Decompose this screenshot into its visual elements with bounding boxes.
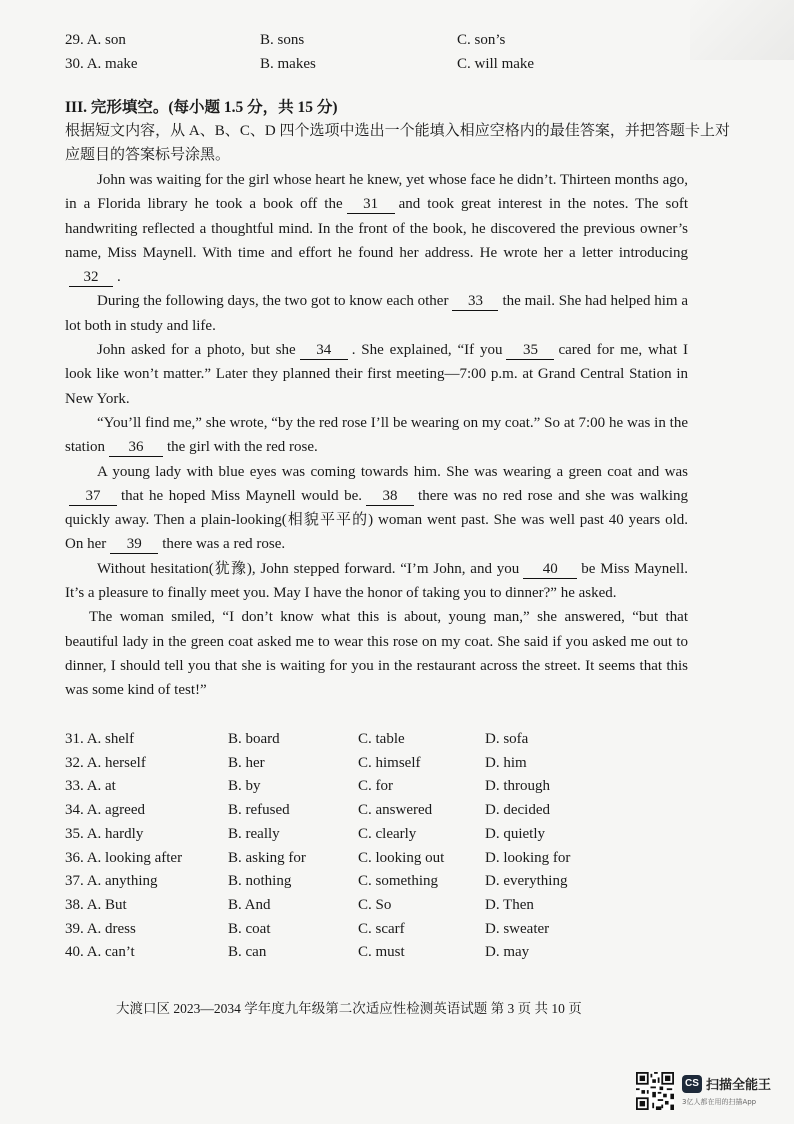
option-b: B. board xyxy=(228,731,280,747)
option-d: D. through xyxy=(485,778,550,795)
option-b: B. asking for xyxy=(228,849,306,866)
question-number: 35. xyxy=(65,825,84,842)
option-c: C. for xyxy=(358,778,393,795)
question-29 xyxy=(65,32,665,52)
option-a-text: A. agreed xyxy=(86,802,145,819)
question-number: 36. xyxy=(65,849,84,866)
option-a-text: A. looking after xyxy=(86,849,183,866)
question-32 xyxy=(65,755,705,775)
option-d: D. everything xyxy=(485,873,568,890)
question-number: 29. xyxy=(65,32,84,48)
option-a xyxy=(65,897,127,914)
section-heading: III. 完形填空。(每小题 1.5 分，共 15 分) xyxy=(65,99,338,116)
paragraph-6: Without hesitation(犹豫), John stepped forward. “I’m John, and you 40 be Miss Maynell. It’s a pleasure to finally meet you. May I have the honor of taking you to dinner?” he asked. xyxy=(65,560,688,602)
option-b: B. can xyxy=(228,944,267,961)
question-37 xyxy=(65,873,705,893)
paragraph-7: The woman smiled, “I don’t know what this is about, young man,” she answered, “but that beautiful lady in the green coat asked me to wear this rose on my coat. She said if you asked me out to dinner, I should tell you that she is waiting for you in the restaurant across the street. It seems that this was some kind of test!” xyxy=(65,609,688,699)
paragraph-2: During the following days, the two got to know each other 33 the mail. She had helped him a lot both in study and life. xyxy=(65,293,689,334)
option-a xyxy=(65,731,134,748)
option-b: B. makes xyxy=(260,56,316,72)
option-d: D. quietly xyxy=(485,825,545,842)
question-38 xyxy=(65,897,705,917)
option-b: B. refused xyxy=(228,802,290,819)
scanner-watermark xyxy=(636,1072,786,1112)
option-c: C. will make xyxy=(457,56,535,72)
option-a-text: A. hardly xyxy=(86,825,144,842)
scan-smudge xyxy=(690,0,794,60)
option-c: C. son’s xyxy=(457,32,506,48)
option-b: B. really xyxy=(228,825,280,842)
question-30 xyxy=(65,56,665,76)
scanner-logo-icon: CS xyxy=(682,1075,702,1093)
blank-34: 34 xyxy=(300,342,348,360)
question-number: 32. xyxy=(65,754,84,771)
option-c: C. looking out xyxy=(358,849,445,866)
question-number: 37. xyxy=(65,873,84,890)
option-a-text: A. But xyxy=(86,896,127,913)
page-footer: 大渡口区 2023—2034 学年度九年级第二次适应性检测英语试题 第 3 页 共 10 页 xyxy=(116,1001,582,1016)
option-a-text: A. at xyxy=(86,778,116,795)
paragraph-4: “You’ll find me,” she wrote, “by the red rose I’ll be wearing on my coat.” So at 7:00 he was in the station 36 the girl with the red rose. xyxy=(65,414,688,456)
question-36 xyxy=(65,850,705,870)
question-number: 38. xyxy=(65,896,84,913)
option-a-text: A. can’t xyxy=(86,944,135,961)
question-number: 30. xyxy=(65,56,84,72)
question-31 xyxy=(65,731,705,751)
option-d: D. Then xyxy=(485,896,534,913)
blank-35: 35 xyxy=(506,342,554,360)
question-33 xyxy=(65,778,705,798)
option-a-text: A. anything xyxy=(86,873,158,890)
question-40 xyxy=(65,944,705,964)
option-c: C. scarf xyxy=(358,920,405,937)
option-b: B. coat xyxy=(228,920,271,937)
option-d: D. sweater xyxy=(485,920,550,937)
option-a xyxy=(65,944,135,961)
blank-32: 32 xyxy=(69,269,113,287)
question-39 xyxy=(65,921,705,941)
question-35 xyxy=(65,826,705,846)
question-number: 40. xyxy=(65,944,84,961)
paragraph-1: John was waiting for the girl whose heart he knew, yet whose face he didn’t. Thirteen months ago, in a Florida library he took a book off the 31 and took great interest in the notes. The soft handwriting reflected a thoughtful mind. In the front of the book, he discovered the previous owner’s name, Miss Maynell. With time and effort he found her address. He wrote her a letter introducing32 . xyxy=(65,172,688,286)
option-c: C. answered xyxy=(358,802,433,819)
question-34 xyxy=(65,802,705,822)
option-a: A. make xyxy=(86,56,138,72)
option-a xyxy=(65,850,182,867)
option-c: C. So xyxy=(358,896,392,913)
question-number: 31. xyxy=(65,731,84,747)
option-c: C. himself xyxy=(358,754,421,771)
paragraph-3: John asked for a photo, but she 34 . She explained, “If you 35 cared for me, what I look like won’t matter.” Later they planned their first meeting—7:00 p.m. at Grand Central Station in New York. xyxy=(65,342,688,407)
option-c: C. something xyxy=(358,873,439,890)
option-d: D. him xyxy=(485,754,527,771)
option-a-text: A. dress xyxy=(86,920,136,937)
option-a: A. son xyxy=(86,32,126,48)
blank-33: 33 xyxy=(452,293,498,311)
option-b: B. nothing xyxy=(228,873,292,890)
paragraph-5: A young lady with blue eyes was coming towards him. She was wearing a green coat and was37 that he hoped Miss Maynell would be. 38 there was no red rose and she was walking quickly away. Then a plain-looking(相貌平平的) woman went past. She was well past 40 years old. On her 39 there was a red rose. xyxy=(65,463,688,553)
option-a xyxy=(65,826,143,843)
option-d: D. may xyxy=(485,944,530,961)
blank-40: 40 xyxy=(523,561,577,579)
blank-31: 31 xyxy=(347,196,395,214)
option-a xyxy=(65,802,145,819)
blank-39: 39 xyxy=(110,536,158,554)
qr-code-icon xyxy=(636,1072,674,1110)
option-b: B. And xyxy=(228,896,271,913)
option-b: B. by xyxy=(228,778,261,795)
option-a-text: A. shelf xyxy=(86,731,135,747)
option-b: B. her xyxy=(228,754,265,771)
section-instruction: 根据短文内容，从 A、B、C、D 四个选项中选出一个能填入相应空格内的最佳答案，并把答题卡上对应题目的答案标号涂黑。 xyxy=(65,123,730,163)
option-a xyxy=(65,873,158,890)
option-d: D. sofa xyxy=(485,731,529,747)
blank-38: 38 xyxy=(366,488,414,506)
question-number: 34. xyxy=(65,802,84,819)
question-number: 39. xyxy=(65,920,84,937)
option-d: D. looking for xyxy=(485,849,571,866)
option-a xyxy=(65,921,136,938)
option-a-text: A. herself xyxy=(86,754,146,771)
option-d: D. decided xyxy=(485,802,550,819)
option-b: B. sons xyxy=(260,32,305,48)
scanner-tagline: 3亿人都在用的扫描App xyxy=(682,1098,757,1106)
option-c: C. table xyxy=(358,731,405,747)
option-a xyxy=(65,778,116,795)
scanner-app-name: 扫描全能王 xyxy=(706,1078,772,1093)
cloze-passage xyxy=(65,168,688,703)
option-c: C. clearly xyxy=(358,825,417,842)
option-c: C. must xyxy=(358,944,405,961)
option-a xyxy=(65,755,146,772)
blank-37: 37 xyxy=(69,488,117,506)
question-number: 33. xyxy=(65,778,84,795)
blank-36: 36 xyxy=(109,439,163,457)
